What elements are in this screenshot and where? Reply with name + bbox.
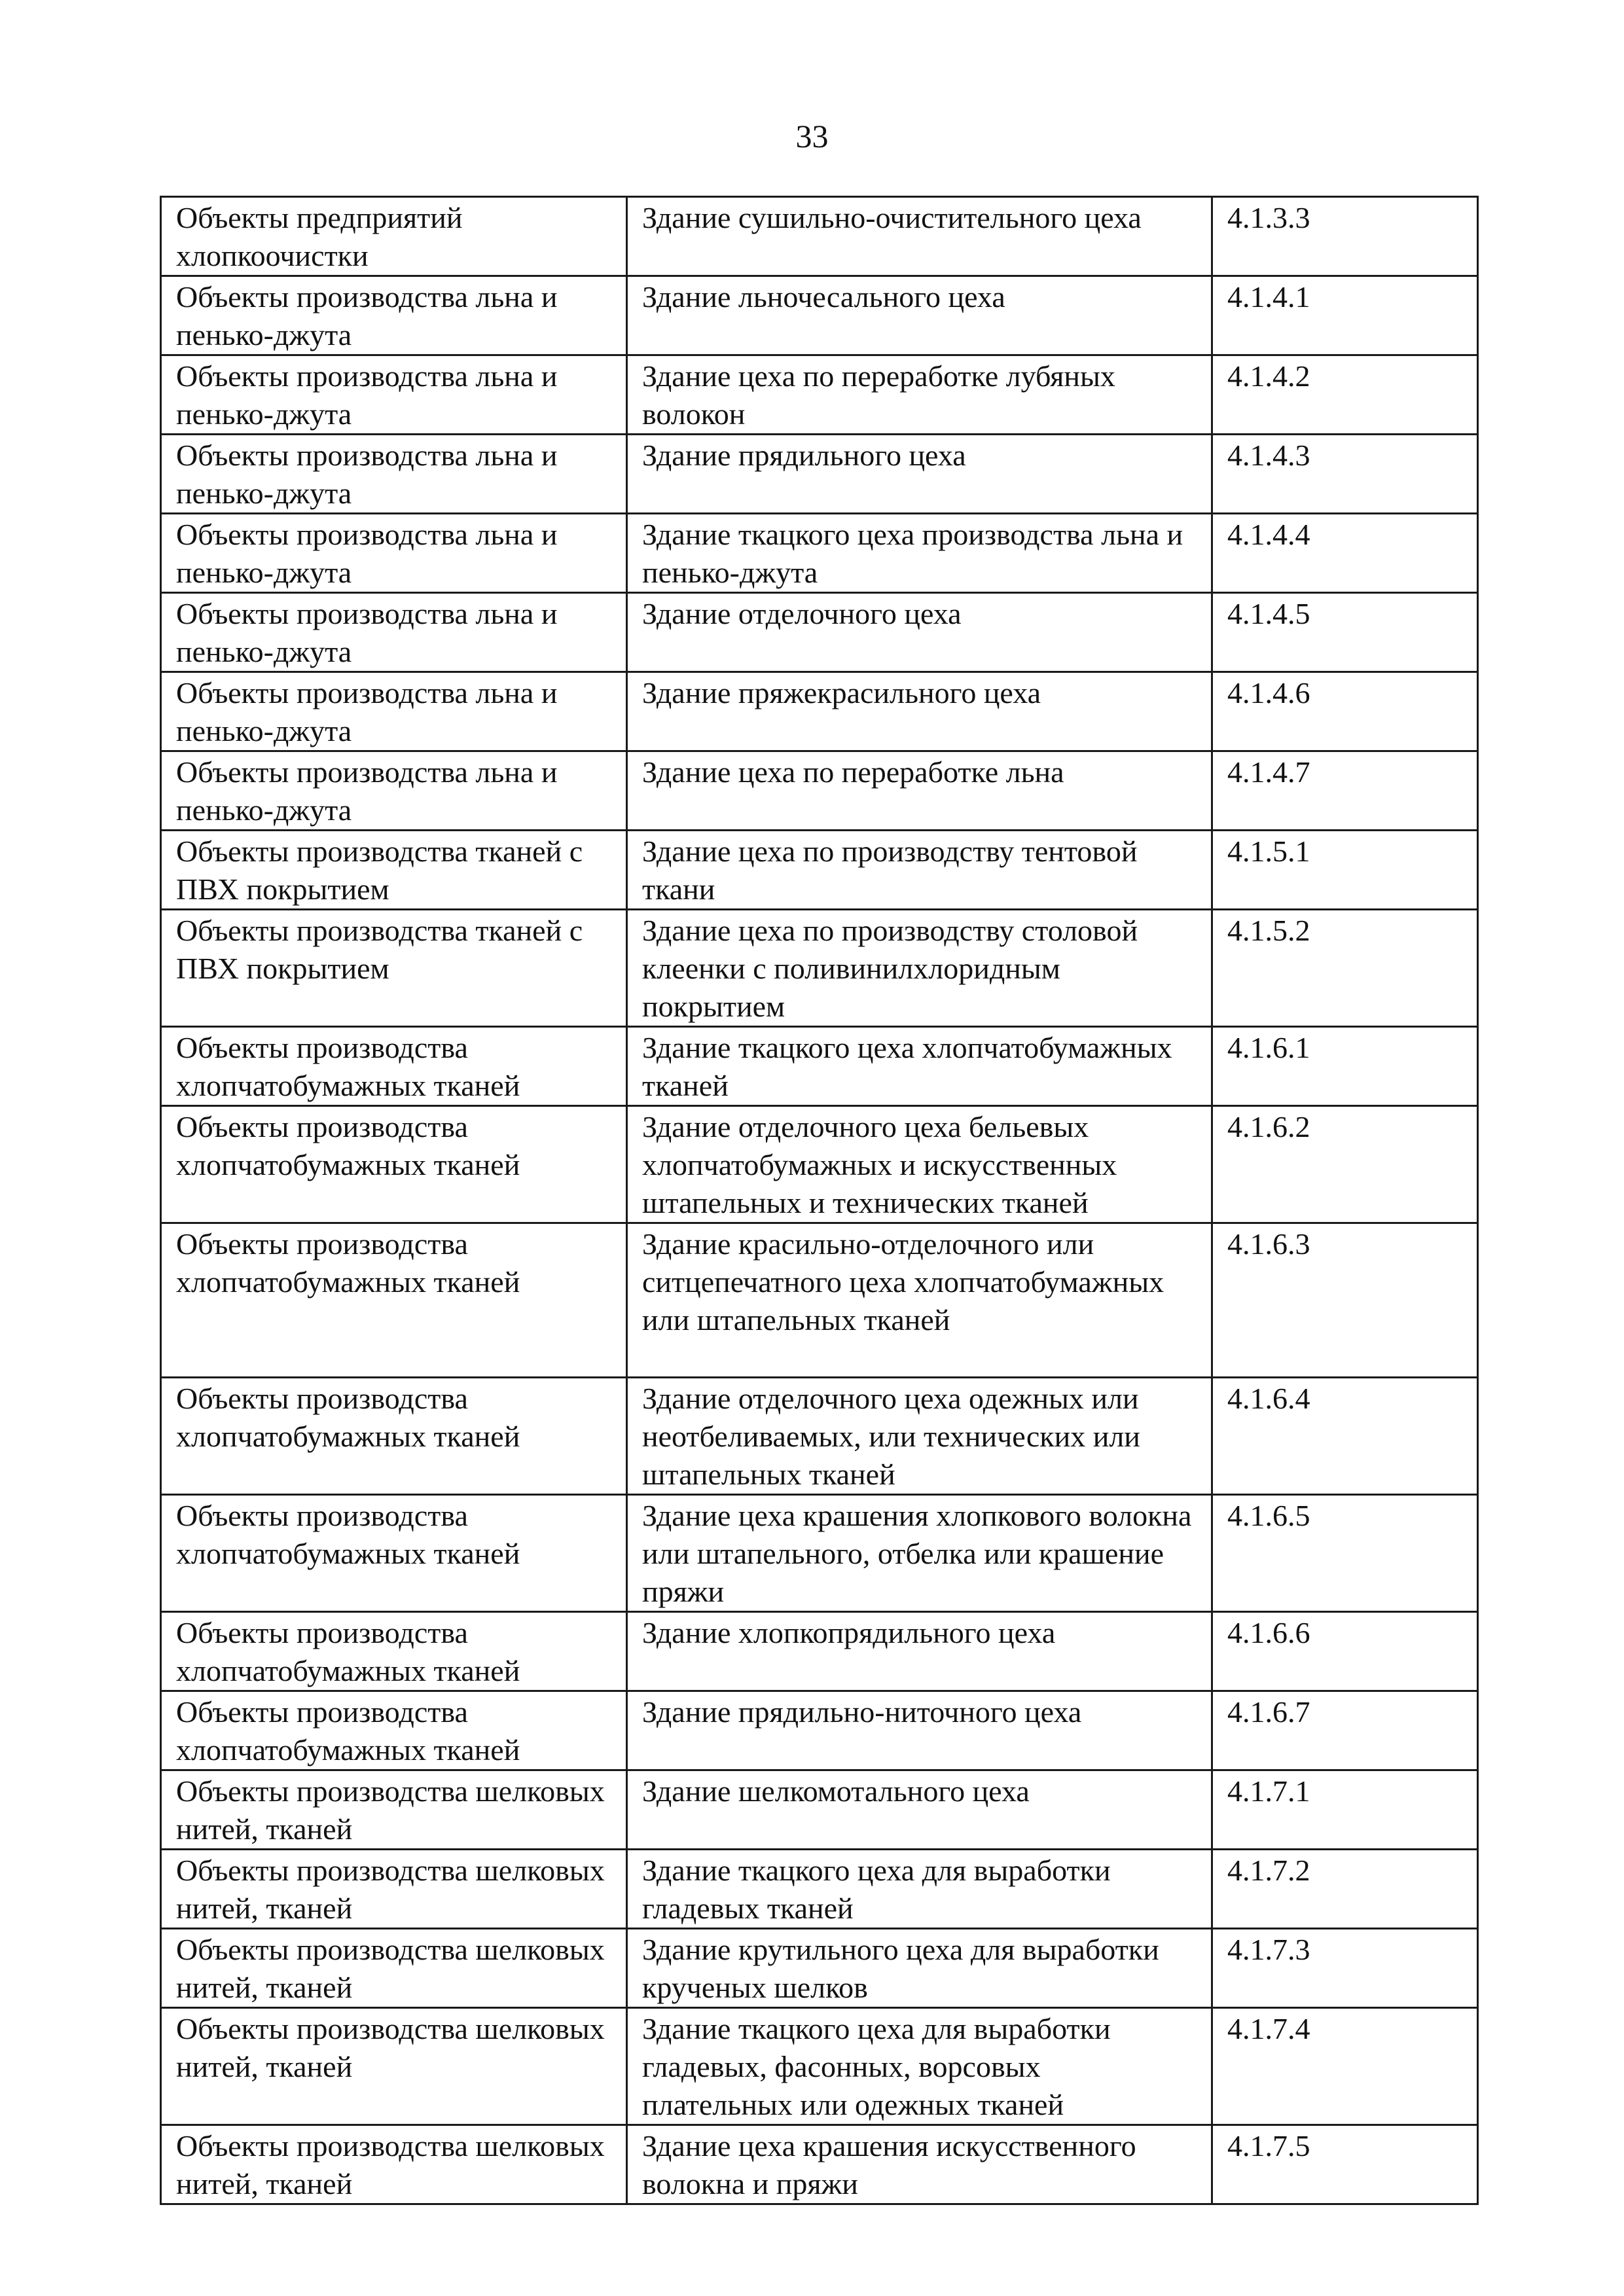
object-cell: Объекты производства шелковых нитей, тканей [161, 2008, 627, 2125]
code-cell: 4.1.4.1 [1212, 276, 1478, 355]
code-cell: 4.1.6.6 [1212, 1612, 1478, 1691]
object-cell: Объекты производства льна и пенько-джута [161, 514, 627, 593]
code-cell: 4.1.6.5 [1212, 1495, 1478, 1612]
building-cell: Здание цеха крашения хлопкового волокна или штапельного, отбелка или крашение пряжи [627, 1495, 1212, 1612]
object-cell: Объекты производства шелковых нитей, тканей [161, 1850, 627, 1929]
building-cell: Здание цеха крашения искусственного волокна и пряжи [627, 2125, 1212, 2204]
table-row [161, 2125, 1478, 2204]
table-row [161, 751, 1478, 831]
building-cell: Здание крутильного цеха для выработки крученых шелков [627, 1929, 1212, 2008]
object-cell: Объекты производства хлопчатобумажных тканей [161, 1027, 627, 1106]
building-cell: Здание красильно-отделочного или ситцепечатного цеха хлопчатобумажных или штапельных тканей [627, 1223, 1212, 1378]
table-row [161, 276, 1478, 355]
object-cell: Объекты производства льна и пенько-джута [161, 435, 627, 514]
table-row [161, 514, 1478, 593]
building-cell: Здание пряжекрасильного цеха [627, 672, 1212, 751]
object-cell: Объекты производства льна и пенько-джута [161, 672, 627, 751]
table-row [161, 435, 1478, 514]
table-row [161, 1929, 1478, 2008]
object-cell: Объекты производства шелковых нитей, тканей [161, 1770, 627, 1850]
building-cell: Здание прядильно-ниточного цеха [627, 1691, 1212, 1770]
object-cell: Объекты предприятий хлопкоочистки [161, 197, 627, 276]
table-row [161, 1495, 1478, 1612]
object-cell: Объекты производства тканей с ПВХ покрытием [161, 831, 627, 910]
building-cell: Здание сушильно-очистительного цеха [627, 197, 1212, 276]
code-cell: 4.1.7.2 [1212, 1850, 1478, 1929]
building-cell: Здание ткацкого цеха хлопчатобумажных тканей [627, 1027, 1212, 1106]
table-row [161, 910, 1478, 1027]
page-number: 33 [795, 118, 829, 154]
object-cell: Объекты производства льна и пенько-джута [161, 751, 627, 831]
object-cell: Объекты производства хлопчатобумажных тканей [161, 1691, 627, 1770]
code-cell: 4.1.6.4 [1212, 1378, 1478, 1495]
table-row [161, 1106, 1478, 1223]
code-cell: 4.1.6.2 [1212, 1106, 1478, 1223]
code-cell: 4.1.7.4 [1212, 2008, 1478, 2125]
code-cell: 4.1.6.3 [1212, 1223, 1478, 1378]
code-cell: 4.1.7.1 [1212, 1770, 1478, 1850]
table-row [161, 1378, 1478, 1495]
building-cell: Здание шелкомотального цеха [627, 1770, 1212, 1850]
code-cell: 4.1.5.1 [1212, 831, 1478, 910]
table-row [161, 1691, 1478, 1770]
table-row [161, 831, 1478, 910]
table-row [161, 1770, 1478, 1850]
building-cell: Здание ткацкого цеха производства льна и пенько-джута [627, 514, 1212, 593]
building-cell: Здание цеха по переработке льна [627, 751, 1212, 831]
code-cell: 4.1.4.6 [1212, 672, 1478, 751]
code-cell: 4.1.4.3 [1212, 435, 1478, 514]
table-body [161, 197, 1478, 2204]
building-cell: Здание хлопкопрядильного цеха [627, 1612, 1212, 1691]
code-cell: 4.1.4.2 [1212, 355, 1478, 435]
code-cell: 4.1.7.3 [1212, 1929, 1478, 2008]
building-cell: Здание прядильного цеха [627, 435, 1212, 514]
code-cell: 4.1.6.7 [1212, 1691, 1478, 1770]
table-row [161, 1612, 1478, 1691]
building-cell: Здание льночесального цеха [627, 276, 1212, 355]
code-cell: 4.1.4.7 [1212, 751, 1478, 831]
object-cell: Объекты производства льна и пенько-джута [161, 593, 627, 672]
code-cell: 4.1.6.1 [1212, 1027, 1478, 1106]
object-cell: Объекты производства льна и пенько-джута [161, 276, 627, 355]
table-row [161, 1027, 1478, 1106]
table-row [161, 355, 1478, 435]
code-cell: 4.1.7.5 [1212, 2125, 1478, 2204]
object-cell: Объекты производства тканей с ПВХ покрытием [161, 910, 627, 1027]
table-row [161, 2008, 1478, 2125]
classification-table [160, 196, 1479, 2205]
building-cell: Здание ткацкого цеха для выработки гладевых, фасонных, ворсовых плательных или одежных тканей [627, 2008, 1212, 2125]
code-cell: 4.1.3.3 [1212, 197, 1478, 276]
object-cell: Объекты производства хлопчатобумажных тканей [161, 1106, 627, 1223]
code-cell: 4.1.5.2 [1212, 910, 1478, 1027]
building-cell: Здание цеха по производству тентовой ткани [627, 831, 1212, 910]
object-cell: Объекты производства хлопчатобумажных тканей [161, 1495, 627, 1612]
building-cell: Здание ткацкого цеха для выработки гладевых тканей [627, 1850, 1212, 1929]
object-cell: Объекты производства хлопчатобумажных тканей [161, 1612, 627, 1691]
code-cell: 4.1.4.5 [1212, 593, 1478, 672]
table-row [161, 593, 1478, 672]
building-cell: Здание отделочного цеха [627, 593, 1212, 672]
code-cell: 4.1.4.4 [1212, 514, 1478, 593]
object-cell: Объекты производства хлопчатобумажных тканей [161, 1378, 627, 1495]
building-cell: Здание цеха по переработке лубяных волокон [627, 355, 1212, 435]
table-row [161, 672, 1478, 751]
object-cell: Объекты производства хлопчатобумажных тканей [161, 1223, 627, 1378]
object-cell: Объекты производства льна и пенько-джута [161, 355, 627, 435]
building-cell: Здание отделочного цеха одежных или неотбеливаемых, или технических или штапельных тканей [627, 1378, 1212, 1495]
table-row [161, 1223, 1478, 1378]
table-row [161, 1850, 1478, 1929]
building-cell: Здание цеха по производству столовой клеенки с поливинилхлоридным покрытием [627, 910, 1212, 1027]
object-cell: Объекты производства шелковых нитей, тканей [161, 1929, 627, 2008]
table-row [161, 197, 1478, 276]
object-cell: Объекты производства шелковых нитей, тканей [161, 2125, 627, 2204]
building-cell: Здание отделочного цеха бельевых хлопчатобумажных и искусственных штапельных и технических тканей [627, 1106, 1212, 1223]
